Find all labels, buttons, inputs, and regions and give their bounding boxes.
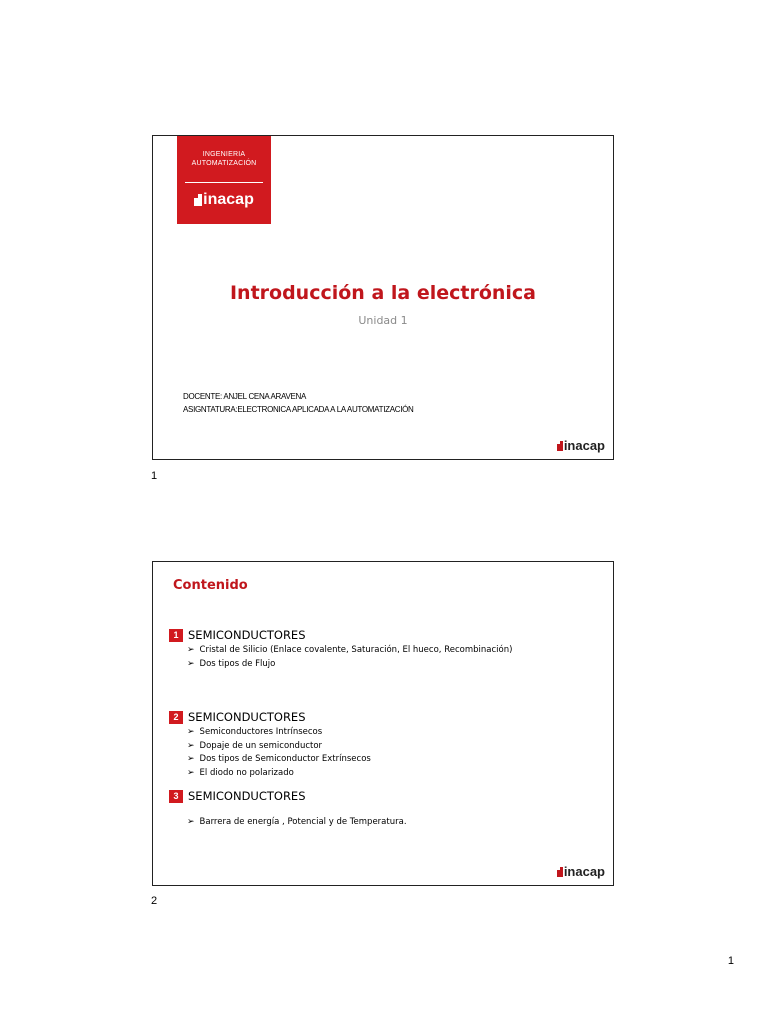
section-title: SEMICONDUCTORES [188, 710, 306, 724]
bullet-text: El diodo no polarizado [199, 767, 294, 778]
arrow-bullet-icon: ➢ [187, 645, 195, 656]
section-title: SEMICONDUCTORES [188, 789, 306, 803]
bullet-text: Semiconductores Intrínsecos [199, 727, 323, 737]
brand-dept-line2: AUTOMATIZACIÓN [191, 160, 257, 167]
bullet-list [169, 726, 371, 780]
slide-number: 2 [151, 895, 158, 907]
arrow-bullet-icon: ➢ [187, 727, 195, 738]
inacap-logo-mark-icon [194, 194, 202, 206]
section-number-badge: 1 [169, 629, 183, 642]
bullet-item [187, 740, 371, 754]
bullet-item [187, 767, 371, 781]
bullet-text: Barrera de energía , Potencial y de Temperatura. [199, 817, 407, 827]
inacap-logo-mark-icon [557, 867, 563, 877]
brand-box [177, 136, 271, 224]
bullet-item [187, 644, 512, 658]
corner-inacap-logo [557, 439, 605, 453]
arrow-bullet-icon: ➢ [187, 658, 195, 669]
slide-title [152, 135, 614, 460]
bullet-text: Dos tipos de Semiconductor Extrínsecos [199, 754, 371, 764]
slide-main-title: Introducción a la electrónica [229, 282, 537, 304]
bullet-item [187, 658, 512, 672]
bullet-list [169, 644, 512, 671]
slide-number: 1 [151, 470, 158, 482]
corner-logo-text: inacap [563, 438, 605, 453]
corner-inacap-logo [557, 865, 605, 879]
bullet-text: Dos tipos de Flujo [199, 658, 276, 669]
bullet-item [187, 753, 371, 767]
docente-line: DOCENTE: ANJEL CENA ARAVENA [183, 392, 307, 401]
arrow-bullet-icon: ➢ [187, 740, 195, 751]
contents-heading: Contenido [173, 578, 248, 593]
contents-section [169, 789, 407, 830]
brand-divider [185, 182, 263, 183]
section-title: SEMICONDUCTORES [188, 628, 306, 642]
inacap-logo-mark-icon [557, 441, 563, 451]
brand-dept-line1: INGENIERIA [202, 151, 246, 158]
contents-section [169, 710, 371, 780]
page-number: 1 [727, 955, 734, 967]
arrow-bullet-icon: ➢ [187, 754, 195, 765]
asignatura-line: ASIGNTATURA:ELECTRONICA APLICADA A LA AUTOMATIZACIÓN [183, 405, 414, 414]
arrow-bullet-icon: ➢ [187, 817, 195, 828]
corner-logo-text: inacap [563, 864, 605, 879]
section-number-badge: 3 [169, 790, 183, 803]
slide-contents [152, 561, 614, 886]
bullet-list [169, 816, 407, 830]
bullet-text: Dopaje de un semiconductor [199, 740, 323, 751]
contents-section [169, 628, 512, 671]
brand-logo-text: inacap [203, 191, 254, 208]
brand-department [177, 150, 271, 168]
bullet-text: Cristal de Silicio (Enlace covalente, Saturación, El hueco, Recombinación) [199, 645, 513, 655]
section-number-badge: 2 [169, 711, 183, 724]
slide-subtitle: Unidad 1 [358, 314, 408, 327]
bullet-item [187, 726, 371, 740]
inacap-logo [177, 193, 271, 207]
bullet-item [187, 816, 407, 830]
arrow-bullet-icon: ➢ [187, 767, 195, 778]
